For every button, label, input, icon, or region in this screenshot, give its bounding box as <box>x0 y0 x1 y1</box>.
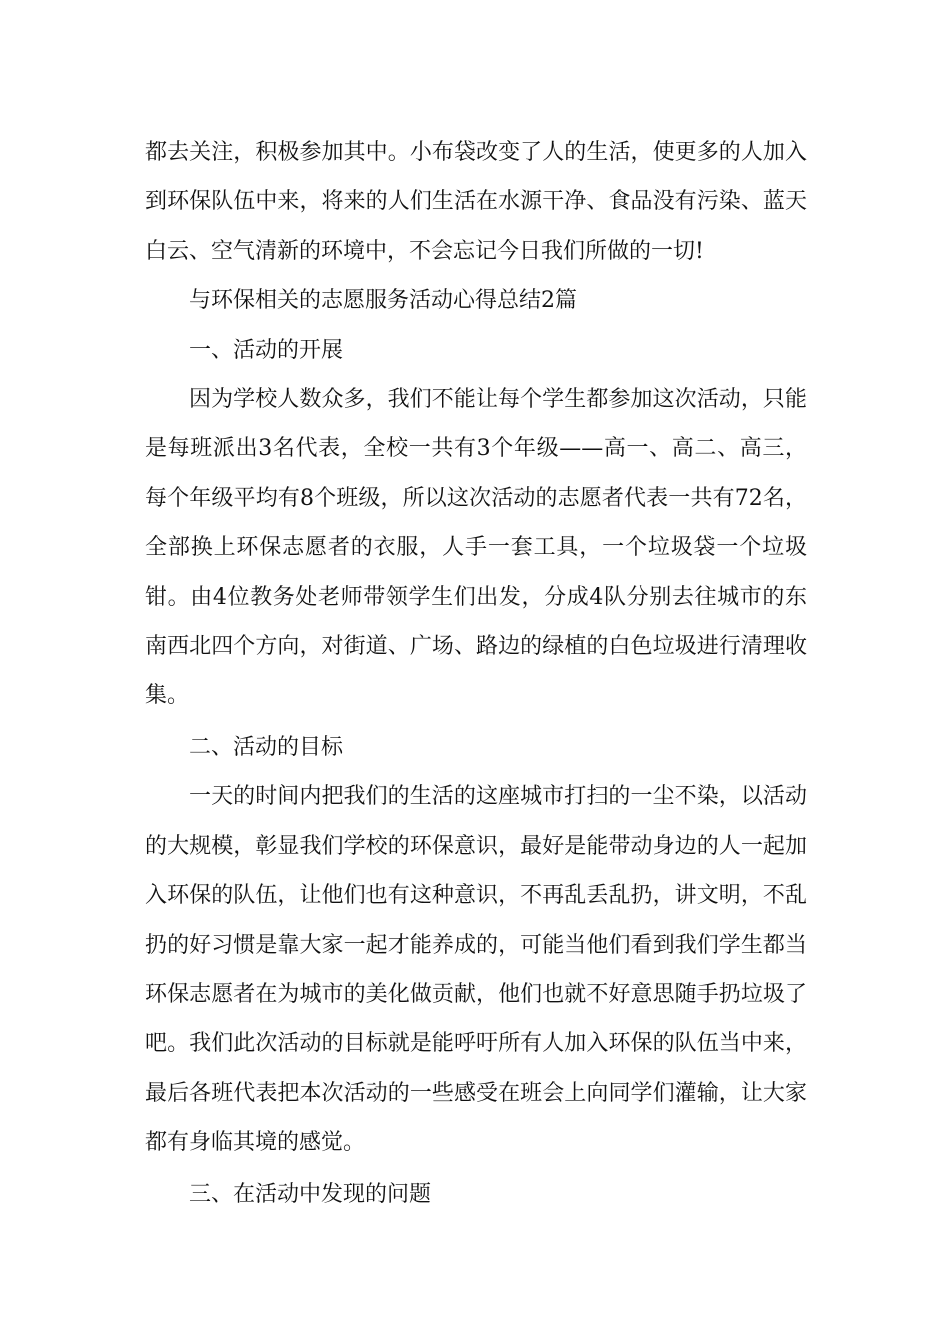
paragraph-continuation: 都去关注，积极参加其中。小布袋改变了人的生活，使更多的人加入到环保队伍中来，将来的人们生活在水源干净、食品没有污染、蓝天白云、空气清新的环境中，不会忘记今日我们所做的一切! <box>145 140 807 264</box>
document-title: 与环保相关的志愿服务活动心得总结2篇 <box>189 288 577 314</box>
section-heading-activity-goal: 二、活动的目标 <box>189 734 344 760</box>
paragraph-activity-development: 因为学校人数众多，我们不能让每个学生都参加这次活动，只能是每班派出3名代表，全校一共有3个年级——高一、高二、高三，每个年级平均有8个班级，所以这次活动的志愿者代表一共有72名，全部换上环保志愿者的衣服，人手一套工具，一个垃圾袋一个垃圾钳。由4位教务处老师带领学生们出发，分成4队分别去往城市的东南西北四个方向，对街道、广场、路边的绿植的白色垃圾进行清理收集。 <box>145 387 807 709</box>
section-heading-activity-development: 一、活动的开展 <box>189 337 344 363</box>
section-heading-problems-found: 三、在活动中发现的问题 <box>189 1181 432 1207</box>
document-body <box>145 128 807 1219</box>
paragraph-activity-goal: 一天的时间内把我们的生活的这座城市打扫的一尘不染，以活动的大规模，彰显我们学校的环保意识，最好是能带动身边的人一起加入环保的队伍，让他们也有这种意识，不再乱丢乱扔，讲文明，不乱扔的好习惯是靠大家一起才能养成的，可能当他们看到我们学生都当环保志愿者在为城市的美化做贡献，他们也就不好意思随手扔垃圾了吧。我们此次活动的目标就是能呼吁所有人加入环保的队伍当中来，最后各班代表把本次活动的一些感受在班会上向同学们灌输，让大家都有身临其境的感觉。 <box>145 784 807 1156</box>
